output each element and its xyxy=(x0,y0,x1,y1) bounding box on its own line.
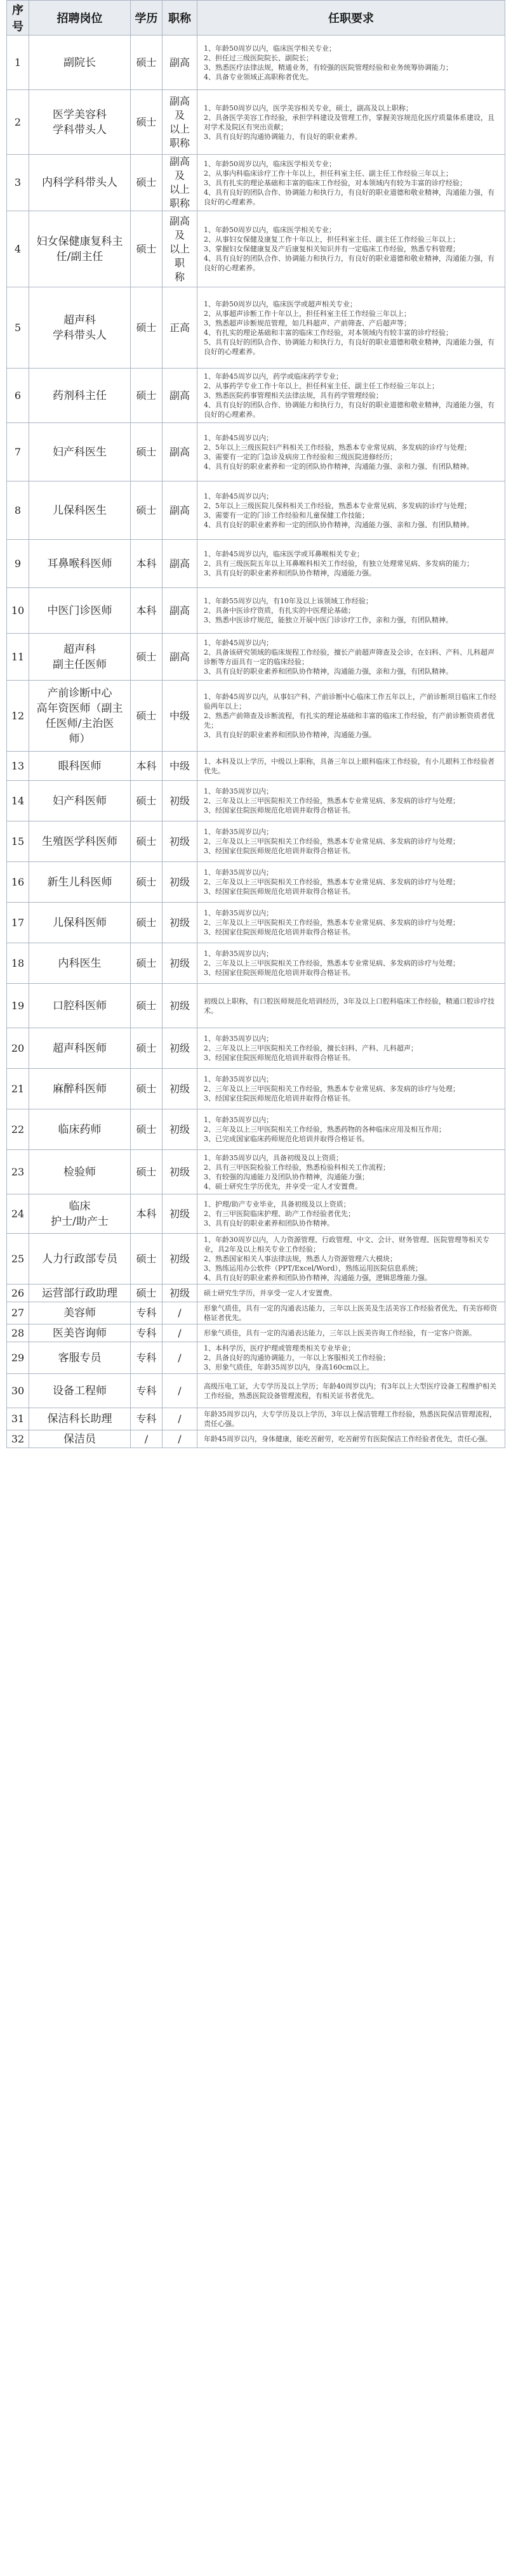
header-no: 序号 xyxy=(7,1,29,36)
table-row xyxy=(7,1150,505,1194)
education-requirement: 本科 xyxy=(131,588,163,634)
title-requirement: 初级 xyxy=(163,781,197,821)
row-number: 22 xyxy=(7,1109,29,1150)
position-name: 保洁科长助理 xyxy=(29,1408,131,1430)
position-name: 眼科医师 xyxy=(29,752,131,781)
title-requirement: 初级 xyxy=(163,1069,197,1109)
row-number: 10 xyxy=(7,588,29,634)
education-requirement: 硕士 xyxy=(131,211,163,287)
job-requirements: 1、年龄35周岁以内； 2、三年及以上三甲医院相关工作经验，熟悉本专业常见病、多发病的诊疗与处理； 3、经国家住院医师规范化培训并取得合格证书。 xyxy=(197,862,505,903)
job-requirements: 1、年龄35周岁以内，具备初级及以上资质； 2、具有三甲医院检验工作经验，熟悉检验科相关工作流程； 3、有较强的沟通能力及团队协作精神，沟通能力强； 4、硕士研究生学历优先，并享受一定人才安置费。 xyxy=(197,1150,505,1194)
position-name: 妇女保健康复科主 任/副主任 xyxy=(29,211,131,287)
position-name: 美容师 xyxy=(29,1302,131,1324)
table-row xyxy=(7,634,505,681)
job-requirements: 1、年龄35周岁以内； 2、三年及以上三甲医院相关工作经验，熟悉本专业常见病、多发病的诊疗与处理； 3、经国家住院医师规范化培训并取得合格证书。 xyxy=(197,781,505,821)
title-requirement: 中级 xyxy=(163,752,197,781)
table-row xyxy=(7,540,505,588)
row-number: 3 xyxy=(7,155,29,211)
recruitment-table xyxy=(6,0,505,1448)
title-requirement: 副高 xyxy=(163,369,197,423)
row-number: 18 xyxy=(7,943,29,984)
position-name: 检验师 xyxy=(29,1150,131,1194)
education-requirement: 专科 xyxy=(131,1324,163,1342)
row-number: 12 xyxy=(7,681,29,752)
row-number: 28 xyxy=(7,1324,29,1342)
title-requirement: 中级 xyxy=(163,681,197,752)
position-name: 儿保科医生 xyxy=(29,481,131,540)
position-name: 运营部行政助理 xyxy=(29,1285,131,1302)
job-requirements: 1、年龄30周岁以内，人力资源管理、行政管理、中文、会计、财务管理、医院管理等相关专业，具2年及以上相关专业工作经验； 2、熟悉国家相关人事法律法规，熟悉人力资源管理六大模块； 3、熟练运用办公软件（PPT/Excel/Word），熟练运用医院信息系统； 4、具有良好的职业素养和团队协作精神，沟通能力强，逻辑思维能力强。 xyxy=(197,1234,505,1285)
table-row xyxy=(7,90,505,155)
table-row xyxy=(7,1302,505,1324)
job-requirements: 年龄35周岁以内，大专学历及以上学历，3年以上保洁管理工作经验，熟悉医院保洁管理流程，责任心强。 xyxy=(197,1408,505,1430)
position-name: 中医门诊医师 xyxy=(29,588,131,634)
title-requirement: / xyxy=(163,1408,197,1430)
title-requirement: 初级 xyxy=(163,1028,197,1069)
position-name: 麻醉科医师 xyxy=(29,1069,131,1109)
education-requirement: 专科 xyxy=(131,1408,163,1430)
table-row xyxy=(7,1408,505,1430)
title-requirement: 副高及 以上职称 xyxy=(163,155,197,211)
job-requirements: 硕士研究生学历，并享受一定人才安置费。 xyxy=(197,1285,505,1302)
table-body xyxy=(7,36,505,1448)
education-requirement: 本科 xyxy=(131,752,163,781)
job-requirements: 1、年龄50周岁以内，临床医学相关专业； 2、担任过三级医院院长、副院长； 3、熟悉医疗法律法规，精通业务，有较强的医院管理经验和业务统筹协调能力； 4、具备专业领域正高职称者优先。 xyxy=(197,36,505,90)
table-row xyxy=(7,369,505,423)
title-requirement: 副高 xyxy=(163,634,197,681)
title-requirement: 初级 xyxy=(163,821,197,862)
title-requirement: 初级 xyxy=(163,1194,197,1234)
row-number: 26 xyxy=(7,1285,29,1302)
title-requirement: 副高 xyxy=(163,540,197,588)
position-name: 生殖医学科医师 xyxy=(29,821,131,862)
row-number: 20 xyxy=(7,1028,29,1069)
header-row xyxy=(7,1,505,36)
row-number: 9 xyxy=(7,540,29,588)
title-requirement: 正高 xyxy=(163,287,197,369)
education-requirement: 硕士 xyxy=(131,155,163,211)
position-name: 内科医生 xyxy=(29,943,131,984)
row-number: 19 xyxy=(7,984,29,1028)
row-number: 25 xyxy=(7,1234,29,1285)
education-requirement: 专科 xyxy=(131,1374,163,1408)
position-name: 临床药师 xyxy=(29,1109,131,1150)
position-name: 儿保科医师 xyxy=(29,903,131,943)
title-requirement: / xyxy=(163,1324,197,1342)
title-requirement: / xyxy=(163,1430,197,1448)
row-number: 30 xyxy=(7,1374,29,1408)
education-requirement: 硕士 xyxy=(131,862,163,903)
position-name: 药剂科主任 xyxy=(29,369,131,423)
title-requirement: 初级 xyxy=(163,1150,197,1194)
table-row xyxy=(7,1194,505,1234)
row-number: 24 xyxy=(7,1194,29,1234)
job-requirements: 1、年龄35周岁以内； 2、三年及以上三甲医院相关工作经验，熟悉药物的各种临床应用及相互作用； 3、已完成国家临床药师规范化培训并取得合格证书。 xyxy=(197,1109,505,1150)
table-row xyxy=(7,287,505,369)
education-requirement: 硕士 xyxy=(131,1234,163,1285)
row-number: 7 xyxy=(7,423,29,481)
position-name: 超声科 学科带头人 xyxy=(29,287,131,369)
education-requirement: 硕士 xyxy=(131,821,163,862)
row-number: 4 xyxy=(7,211,29,287)
job-requirements: 1、年龄50周岁以内，临床医学相关专业； 2、从事妇女保健及康复工作十年以上，担任科室主任、副主任工作经验三年以上； 3、掌握妇女保健康复及产后康复相关知识并有一定临床工作经验，熟悉专科管理； 4、具有良好的团队合作、协调能力和执行力，有良好的职业道德和敬业精神，沟通能力强，有良好的心理素养。 xyxy=(197,211,505,287)
row-number: 23 xyxy=(7,1150,29,1194)
education-requirement: 硕士 xyxy=(131,1109,163,1150)
row-number: 16 xyxy=(7,862,29,903)
row-number: 8 xyxy=(7,481,29,540)
job-requirements: 1、年龄50周岁以内，医学美容相关专业，硕士，副高及以上职称； 2、具备医学美容工作经验，承担学科建设及管理工作，掌握美容规范化医疗质量体系建设，且对学术及院区有突出贡献； 3、具有良好的沟通协调能力，有良好的职业素养。 xyxy=(197,90,505,155)
position-name: 客服专员 xyxy=(29,1342,131,1374)
job-requirements: 1、年龄45周岁以内； 2、5年以上三级医院妇产科相关工作经验，熟悉本专业常见病、多发病的诊疗与处理； 3、需要有一定的门急诊及病房工作经验和三级医院进修经历； 4、具有良好的职业素养和一定的团队协作精神，沟通能力强、亲和力强、有团队精神。 xyxy=(197,423,505,481)
position-name: 新生儿科医师 xyxy=(29,862,131,903)
education-requirement: 硕士 xyxy=(131,943,163,984)
row-number: 29 xyxy=(7,1342,29,1374)
job-requirements: 1、年龄35周岁以内； 2、三年及以上三甲医院相关工作经验，熟悉本专业常见病、多发病的诊疗与处理； 3、经国家住院医师规范化培训并取得合格证书。 xyxy=(197,903,505,943)
job-requirements: 初级以上职称，有口腔医师规范化培训经历，3年及以上口腔科临床工作经验，精通口腔诊疗技术。 xyxy=(197,984,505,1028)
education-requirement: 硕士 xyxy=(131,36,163,90)
education-requirement: 硕士 xyxy=(131,781,163,821)
row-number: 13 xyxy=(7,752,29,781)
title-requirement: 副高及 以上职 称 xyxy=(163,211,197,287)
title-requirement: 初级 xyxy=(163,903,197,943)
table-row xyxy=(7,211,505,287)
title-requirement: / xyxy=(163,1342,197,1374)
position-name: 妇产科医生 xyxy=(29,423,131,481)
education-requirement: 硕士 xyxy=(131,90,163,155)
title-requirement: 副高及 以上职称 xyxy=(163,90,197,155)
job-requirements: 1、年龄35周岁以内； 2、三年及以上三甲医院相关工作经验，熟悉本专业常见病、多发病的诊疗与处理； 3、经国家住院医师规范化培训并取得合格证书。 xyxy=(197,821,505,862)
job-requirements: 形象气质佳，具有一定的沟通表达能力，三年以上医美咨询工作经验，有一定客户资源。 xyxy=(197,1324,505,1342)
title-requirement: 副高 xyxy=(163,481,197,540)
position-name: 产前诊断中心 高年资医师（副主 任医师/主治医 师） xyxy=(29,681,131,752)
title-requirement: 初级 xyxy=(163,1109,197,1150)
education-requirement: 硕士 xyxy=(131,984,163,1028)
position-name: 保洁员 xyxy=(29,1430,131,1448)
education-requirement: 硕士 xyxy=(131,1150,163,1194)
job-requirements: 1、本科学历，医疗护理或管理类相关专业毕业； 2、具备良好的沟通协调能力，一年以上客服相关工作经验； 3、形象气质佳，年龄35周岁以内，身高160cm以上。 xyxy=(197,1342,505,1374)
table-row xyxy=(7,984,505,1028)
title-requirement: 副高 xyxy=(163,588,197,634)
table-row xyxy=(7,1109,505,1150)
title-requirement: 初级 xyxy=(163,943,197,984)
job-requirements: 高级压电工证，大专学历及以上学历；年龄40周岁以内；有3年以上大型医疗设备工程维护相关工作经验，熟悉医院设备管理流程，有相关证书者优先。 xyxy=(197,1374,505,1408)
job-requirements: 1、年龄45周岁以内，药学或临床药学专业； 2、从事药学专业工作十年以上，担任科室主任、副主任工作经验三年以上； 3、熟悉医院药事管理相关法律法规，具有药学管理经验； 4、具有良好的团队合作、协调能力和执行力，有良好的职业道德和敬业精神，沟通能力强，有良好的心理素养。 xyxy=(197,369,505,423)
table-row xyxy=(7,588,505,634)
table-row xyxy=(7,1285,505,1302)
job-requirements: 1、年龄45周岁以内，临床医学或耳鼻喉相关专业； 2、具有三级医院五年以上耳鼻喉科相关工作经验，有独立处理常见病、多发病的能力； 3、具有良好的职业素养和团队协作精神，沟通能力强。 xyxy=(197,540,505,588)
position-name: 医学美容科 学科带头人 xyxy=(29,90,131,155)
row-number: 11 xyxy=(7,634,29,681)
row-number: 27 xyxy=(7,1302,29,1324)
education-requirement: 硕士 xyxy=(131,1028,163,1069)
position-name: 内科学科带头人 xyxy=(29,155,131,211)
title-requirement: 初级 xyxy=(163,862,197,903)
position-name: 医美咨询师 xyxy=(29,1324,131,1342)
table-row xyxy=(7,781,505,821)
job-requirements: 1、年龄45周岁以内，从事妇产科、产前诊断中心临床工作五年以上，产前诊断项目临床工作经验两年以上； 2、熟悉产前筛查及诊断流程，有扎实的理论基础和丰富的临床工作经验，有产前诊断资质者优先； 3、具有良好的职业素养和团队协作精神，沟通能力强。 xyxy=(197,681,505,752)
education-requirement: 硕士 xyxy=(131,634,163,681)
job-requirements: 1、护理/助产专业毕业，具备初级及以上资质； 2、有三甲医院临床护理、助产工作经验者优先； 3、具有良好的职业素养和团队协作精神。 xyxy=(197,1194,505,1234)
table-row xyxy=(7,481,505,540)
job-requirements: 1、年龄45周岁以内； 2、具备该研究领域的临床规程工作经验，擅长产前超声筛查及会诊，在妇科、产科、儿科超声诊断等方面具有一定的临床经验； 3、具有良好的职业素养和团队协作精神，沟通能力强，亲和力强，有团队精神。 xyxy=(197,634,505,681)
row-number: 15 xyxy=(7,821,29,862)
position-name: 耳鼻喉科医师 xyxy=(29,540,131,588)
table-row xyxy=(7,423,505,481)
education-requirement: 硕士 xyxy=(131,287,163,369)
education-requirement: / xyxy=(131,1430,163,1448)
table-row xyxy=(7,1342,505,1374)
row-number: 6 xyxy=(7,369,29,423)
education-requirement: 硕士 xyxy=(131,369,163,423)
position-name: 妇产科医师 xyxy=(29,781,131,821)
table-row xyxy=(7,1324,505,1342)
education-requirement: 专科 xyxy=(131,1342,163,1374)
education-requirement: 硕士 xyxy=(131,481,163,540)
row-number: 17 xyxy=(7,903,29,943)
table-row xyxy=(7,1028,505,1069)
job-requirements: 形象气质佳，具有一定的沟通表达能力，三年以上医美及生活美容工作经验者优先，有美容师资格证者优先。 xyxy=(197,1302,505,1324)
position-name: 超声科 副主任医师 xyxy=(29,634,131,681)
row-number: 1 xyxy=(7,36,29,90)
job-requirements: 1、年龄55周岁以内，有10年及以上该领域工作经验； 2、具备中医诊疗资质，有扎实的中医理论基础； 3、熟悉中医诊疗规范，能独立开展中医门诊诊疗工作，亲和力强，有团队精神。 xyxy=(197,588,505,634)
title-requirement: 副高 xyxy=(163,36,197,90)
row-number: 31 xyxy=(7,1408,29,1430)
education-requirement: 硕士 xyxy=(131,681,163,752)
table-row xyxy=(7,943,505,984)
position-name: 超声科医师 xyxy=(29,1028,131,1069)
row-number: 14 xyxy=(7,781,29,821)
position-name: 临床 护士/助产士 xyxy=(29,1194,131,1234)
row-number: 5 xyxy=(7,287,29,369)
table-row xyxy=(7,903,505,943)
row-number: 2 xyxy=(7,90,29,155)
title-requirement: 初级 xyxy=(163,984,197,1028)
table-row xyxy=(7,1069,505,1109)
job-requirements: 1、年龄35周岁以内； 2、三年及以上三甲医院相关工作经验，熟悉本专业常见病、多发病的诊疗与处理； 3、经国家住院医师规范化培训并取得合格证书。 xyxy=(197,1069,505,1109)
education-requirement: 本科 xyxy=(131,1194,163,1234)
table-row xyxy=(7,36,505,90)
job-requirements: 1、年龄35周岁以内； 2、三年及以上三甲医院相关工作经验，熟悉本专业常见病、多发病的诊疗与处理； 3、经国家住院医师规范化培训并取得合格证书。 xyxy=(197,943,505,984)
position-name: 副院长 xyxy=(29,36,131,90)
table-row xyxy=(7,821,505,862)
title-requirement: / xyxy=(163,1374,197,1408)
table-row xyxy=(7,1234,505,1285)
header-position: 招聘岗位 xyxy=(29,1,131,36)
education-requirement: 本科 xyxy=(131,540,163,588)
table-row xyxy=(7,155,505,211)
title-requirement: / xyxy=(163,1302,197,1324)
table-row xyxy=(7,1374,505,1408)
title-requirement: 初级 xyxy=(163,1285,197,1302)
position-name: 设备工程师 xyxy=(29,1374,131,1408)
position-name: 人力行政部专员 xyxy=(29,1234,131,1285)
table-row xyxy=(7,1430,505,1448)
education-requirement: 硕士 xyxy=(131,1285,163,1302)
title-requirement: 副高 xyxy=(163,423,197,481)
education-requirement: 硕士 xyxy=(131,1069,163,1109)
table-row xyxy=(7,681,505,752)
row-number: 21 xyxy=(7,1069,29,1109)
title-requirement: 初级 xyxy=(163,1234,197,1285)
job-requirements: 1、年龄45周岁以内； 2、5年以上三级医院儿保科相关工作经验，熟悉本专业常见病、多发病的诊疗与处理； 3、需要有一定的门诊工作经验和儿童保健工作技能； 4、具有良好的职业素养和一定的团队协作精神，沟通能力强、亲和力强、有团队精神。 xyxy=(197,481,505,540)
position-name: 口腔科医师 xyxy=(29,984,131,1028)
header-education: 学历 xyxy=(131,1,163,36)
education-requirement: 硕士 xyxy=(131,903,163,943)
job-requirements: 1、年龄50周岁以内，临床医学或超声相关专业； 2、从事超声诊断工作十年以上，担任科室主任工作经验三年以上； 3、熟悉超声诊断规范管理，如几科超声、产前筛查、产后超声等； 4、有扎实的理论基础和丰富的临床工作经验，对本领域内有较丰富的诊疗经验； 5、具有良好的团队合作、协调能力和执行力，有良好的职业道德和敬业精神，沟通能力强，有良好的心理素养。 xyxy=(197,287,505,369)
table-row xyxy=(7,752,505,781)
header-requirements: 任职要求 xyxy=(197,1,505,36)
table-row xyxy=(7,862,505,903)
job-requirements: 1、年龄35周岁以内； 2、三年及以上三甲医院相关工作经验，擅长妇科、产科、儿科超声； 3、经国家住院医师规范化培训并取得合格证书。 xyxy=(197,1028,505,1069)
job-requirements: 1、年龄50周岁以内，临床医学相关专业； 2、从事内科临床诊疗工作十年以上，担任科室主任、副主任工作经验三年以上； 3、具有扎实的理论基础和丰富的临床工作经验，对本领域内有较为丰富的诊疗经验； 4、具有良好的团队合作、协调能力和执行力，有良好的职业道德和敬业精神，沟通能力强，有良好的心理素养。 xyxy=(197,155,505,211)
job-requirements: 年龄45周岁以内，身体健康，能吃苦耐劳，吃苦耐劳有医院保洁工作经验者优先，责任心强。 xyxy=(197,1430,505,1448)
job-requirements: 1、本科及以上学历，中级以上职称，具备三年以上眼科临床工作经验，有小儿眼科工作经验者优先。 xyxy=(197,752,505,781)
row-number: 32 xyxy=(7,1430,29,1448)
education-requirement: 硕士 xyxy=(131,423,163,481)
header-title: 职称 xyxy=(163,1,197,36)
education-requirement: 专科 xyxy=(131,1302,163,1324)
